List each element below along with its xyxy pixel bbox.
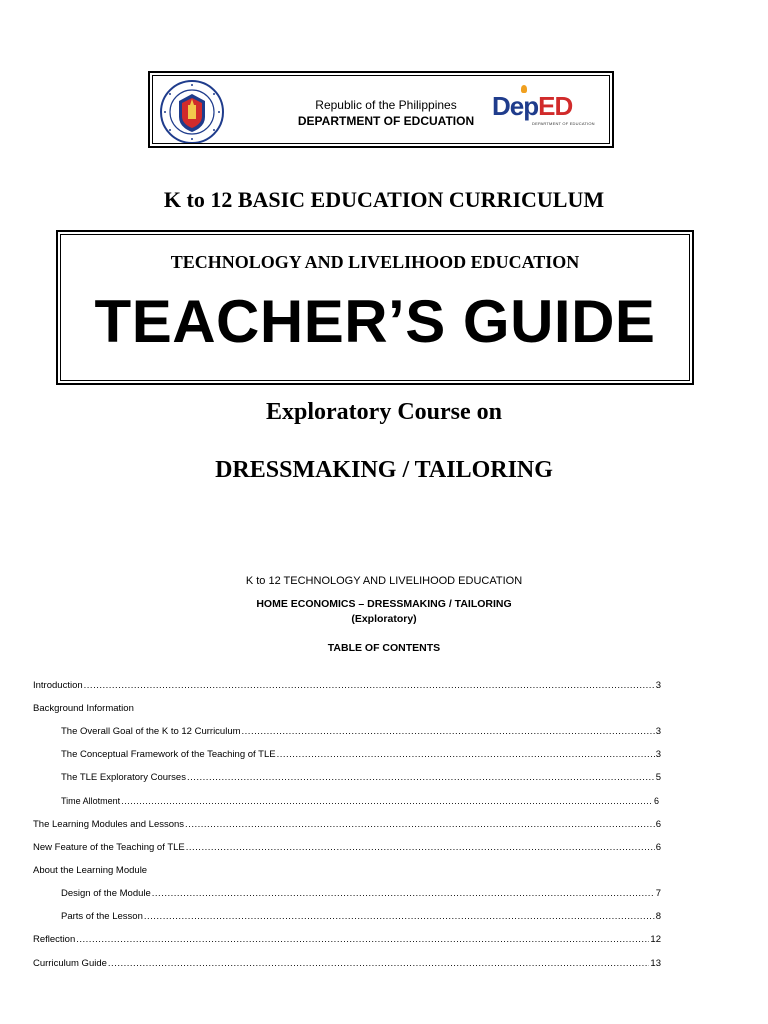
main-title: K to 12 BASIC EDUCATION CURRICULUM	[163, 187, 605, 212]
toc-entry-parts-lesson[interactable]: Parts of the Lesson ..... 8	[61, 911, 661, 922]
toc-entry-conceptual-framework[interactable]: The Conceptual Framework of the Teaching of TLE ..... 3	[61, 749, 661, 760]
home-economics-line: HOME ECONOMICS – DRESSMAKING / TAILORING	[256, 598, 512, 610]
toc-entry-background[interactable]: Background Information	[33, 703, 134, 714]
toc-entry-new-feature[interactable]: New Feature of the Teaching of TLE ..... 6	[33, 842, 661, 853]
toc-entry-about-module[interactable]: About the Learning Module	[33, 865, 148, 876]
header-box	[148, 71, 614, 148]
toc-title: TABLE OF CONTENTS	[327, 642, 441, 654]
course-name: DRESSMAKING / TAILORING	[215, 457, 553, 483]
toc-entry-learning-modules[interactable]: The Learning Modules and Lessons ..... 6	[33, 819, 661, 830]
department-text: DEPARTMENT OF EDCUATION	[297, 114, 475, 128]
logo-dep-text: Dep	[492, 91, 539, 121]
deped-logo	[492, 91, 595, 131]
logo-ed-text: ED	[538, 91, 573, 121]
republic-text: Republic of the Philippines	[315, 98, 457, 112]
exploratory-line: (Exploratory)	[351, 613, 417, 625]
toc-entry-exploratory-courses[interactable]: The TLE Exploratory Courses ..... 5	[61, 772, 661, 783]
guide-box	[56, 230, 694, 385]
toc-entry-time-allotment[interactable]: Time Allotment ..... 6	[61, 796, 659, 806]
toc-entry-reflection[interactable]: Reflection ..... 12	[33, 934, 661, 945]
toc-entry-introduction[interactable]: Introduction ..... 3	[33, 680, 661, 691]
k12-line: K to 12 TECHNOLOGY AND LIVELIHOOD EDUCATION	[245, 575, 523, 587]
exploratory-heading: Exploratory Course on	[266, 399, 502, 425]
toc-entry-design-module[interactable]: Design of the Module ..... 7	[61, 888, 661, 899]
toc-entry-overall-goal[interactable]: The Overall Goal of the K to 12 Curriculum ..... 3	[61, 726, 661, 737]
deped-seal-icon	[159, 79, 225, 145]
guide-title: TEACHER’S GUIDE	[94, 288, 656, 355]
toc-entry-curriculum-guide[interactable]: Curriculum Guide ..... 13	[33, 958, 661, 969]
torch-icon	[521, 85, 527, 93]
logo-subtitle: DEPARTMENT OF EDUCATION	[532, 121, 595, 126]
guide-subtitle: TECHNOLOGY AND LIVELIHOOD EDUCATION	[170, 252, 580, 272]
